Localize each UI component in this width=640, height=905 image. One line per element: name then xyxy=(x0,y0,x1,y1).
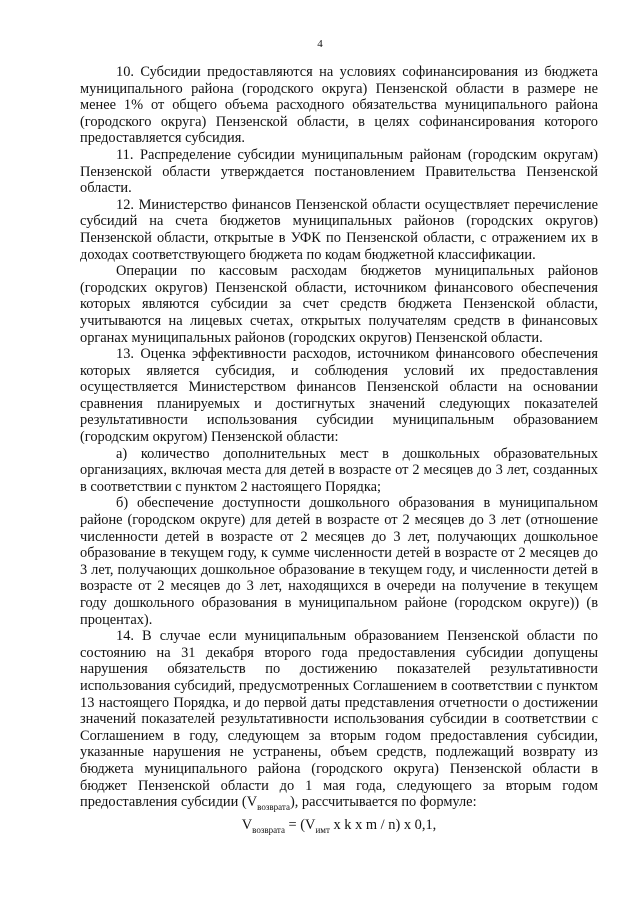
paragraph-14-tail: ), рассчитывается по формуле: xyxy=(289,794,477,811)
paragraph-10: 10. Субсидии предоставляются на условиях софинансирования из бюджета муниципального района (городского округа) Пензенской области в размере не менее 1% от общего объема расходного обязательства муниципального района (городского округа) Пензенской области, в целях софинансирования которого предоставляется субсидия. xyxy=(80,64,598,147)
paragraph-14-variable-subscript: возврата xyxy=(257,802,290,812)
formula xyxy=(80,817,598,834)
paragraph-12: 12. Министерство финансов Пензенской области осуществляет перечисление субсидий на счета бюджетов муниципальных районов (городских округов) Пензенской области, открытые в УФК по Пензенской области, с отражением их в доходах соответствующего бюджета по кодам бюджетной классификации. xyxy=(80,196,598,263)
paragraph-14-variable: V xyxy=(246,794,258,811)
document-body xyxy=(80,64,598,833)
paragraph-13-item-a: а) количество дополнительных мест в дошкольных образовательных организациях, включая места для детей в возрасте от 2 месяцев до 3 лет, созданных в соответствии с пунктом 2 настоящего Порядка; xyxy=(80,445,598,495)
paragraph-13-item-b: б) обеспечение доступности дошкольного образования в муниципальном районе (городском округе) для детей в возрасте от 2 месяцев до 3 лет (отношение численности детей в возрасте от 2 месяцев до 3 лет, получающих дошкольное образование в текущем году, к сумме численности детей в возрасте от 2 месяцев до 3 лет, получающих дошкольное образование в текущем году, и численности детей в возрасте от 2 месяцев до 3 лет, находящихся в очереди на получение в текущем году дошкольного образования в муниципальном районе (городском округе)) (в процентах). xyxy=(80,495,598,628)
paragraph-12-operations: Операции по кассовым расходам бюджетов муниципальных районов (городских округов) Пензенской области, источником финансового обеспечения которых являются субсидии за счет средств бюджета Пензенской области, учитываются на лицевых счетах, открытых получателям средств в финансовых органах муниципальных районов (городских округов) Пензенской области. xyxy=(80,263,598,346)
paragraph-11: 11. Распределение субсидии муниципальным районам (городским округам) Пензенской области утверждается постановлением Правительства Пензенской области. xyxy=(80,146,598,197)
paragraph-14 xyxy=(80,628,598,811)
paragraph-13: 13. Оценка эффективности расходов, источником финансового обеспечения которых является субсидия, и соблюдения условий их предоставления осуществляется Министерством финансов Пензенской области на основании сравнения планируемых и достигнутых значений следующих показателей результативности использования субсидии муниципальным образованием (городским округом) Пензенской области: xyxy=(80,346,598,446)
formula-rest: x k x m / n) x 0,1, xyxy=(329,816,437,833)
paragraph-14-text: 14. В случае если муниципальным образованием Пензенской области по состоянию на 31 декабря второго года предоставления субсидии допущены нарушения обязательств по достижению показателей результативности использования субсидий, предусмотренных Соглашением в соответствии с пунктом 13 настоящего Порядка, и до первой даты представления отчетности о достижении значений показателей результативности использования субсидии в соответствии с Соглашением в году, следующем за вторым годом предоставления субсидии, указанные нарушения не устранены, объем средств, подлежащий возврату из бюджета муниципального района (городского округа) Пензенской области в бюджет Пензенской области до 1 мая года, следующего за вторым годом предоставления субсидии ( xyxy=(80,628,598,811)
page-number: 4 xyxy=(317,38,323,50)
formula-imt-subscript: имт xyxy=(315,824,330,835)
formula-lhs-variable: V xyxy=(241,816,253,833)
formula-lhs-subscript: возврата xyxy=(252,824,285,835)
formula-equals-open: = (V xyxy=(284,816,316,833)
